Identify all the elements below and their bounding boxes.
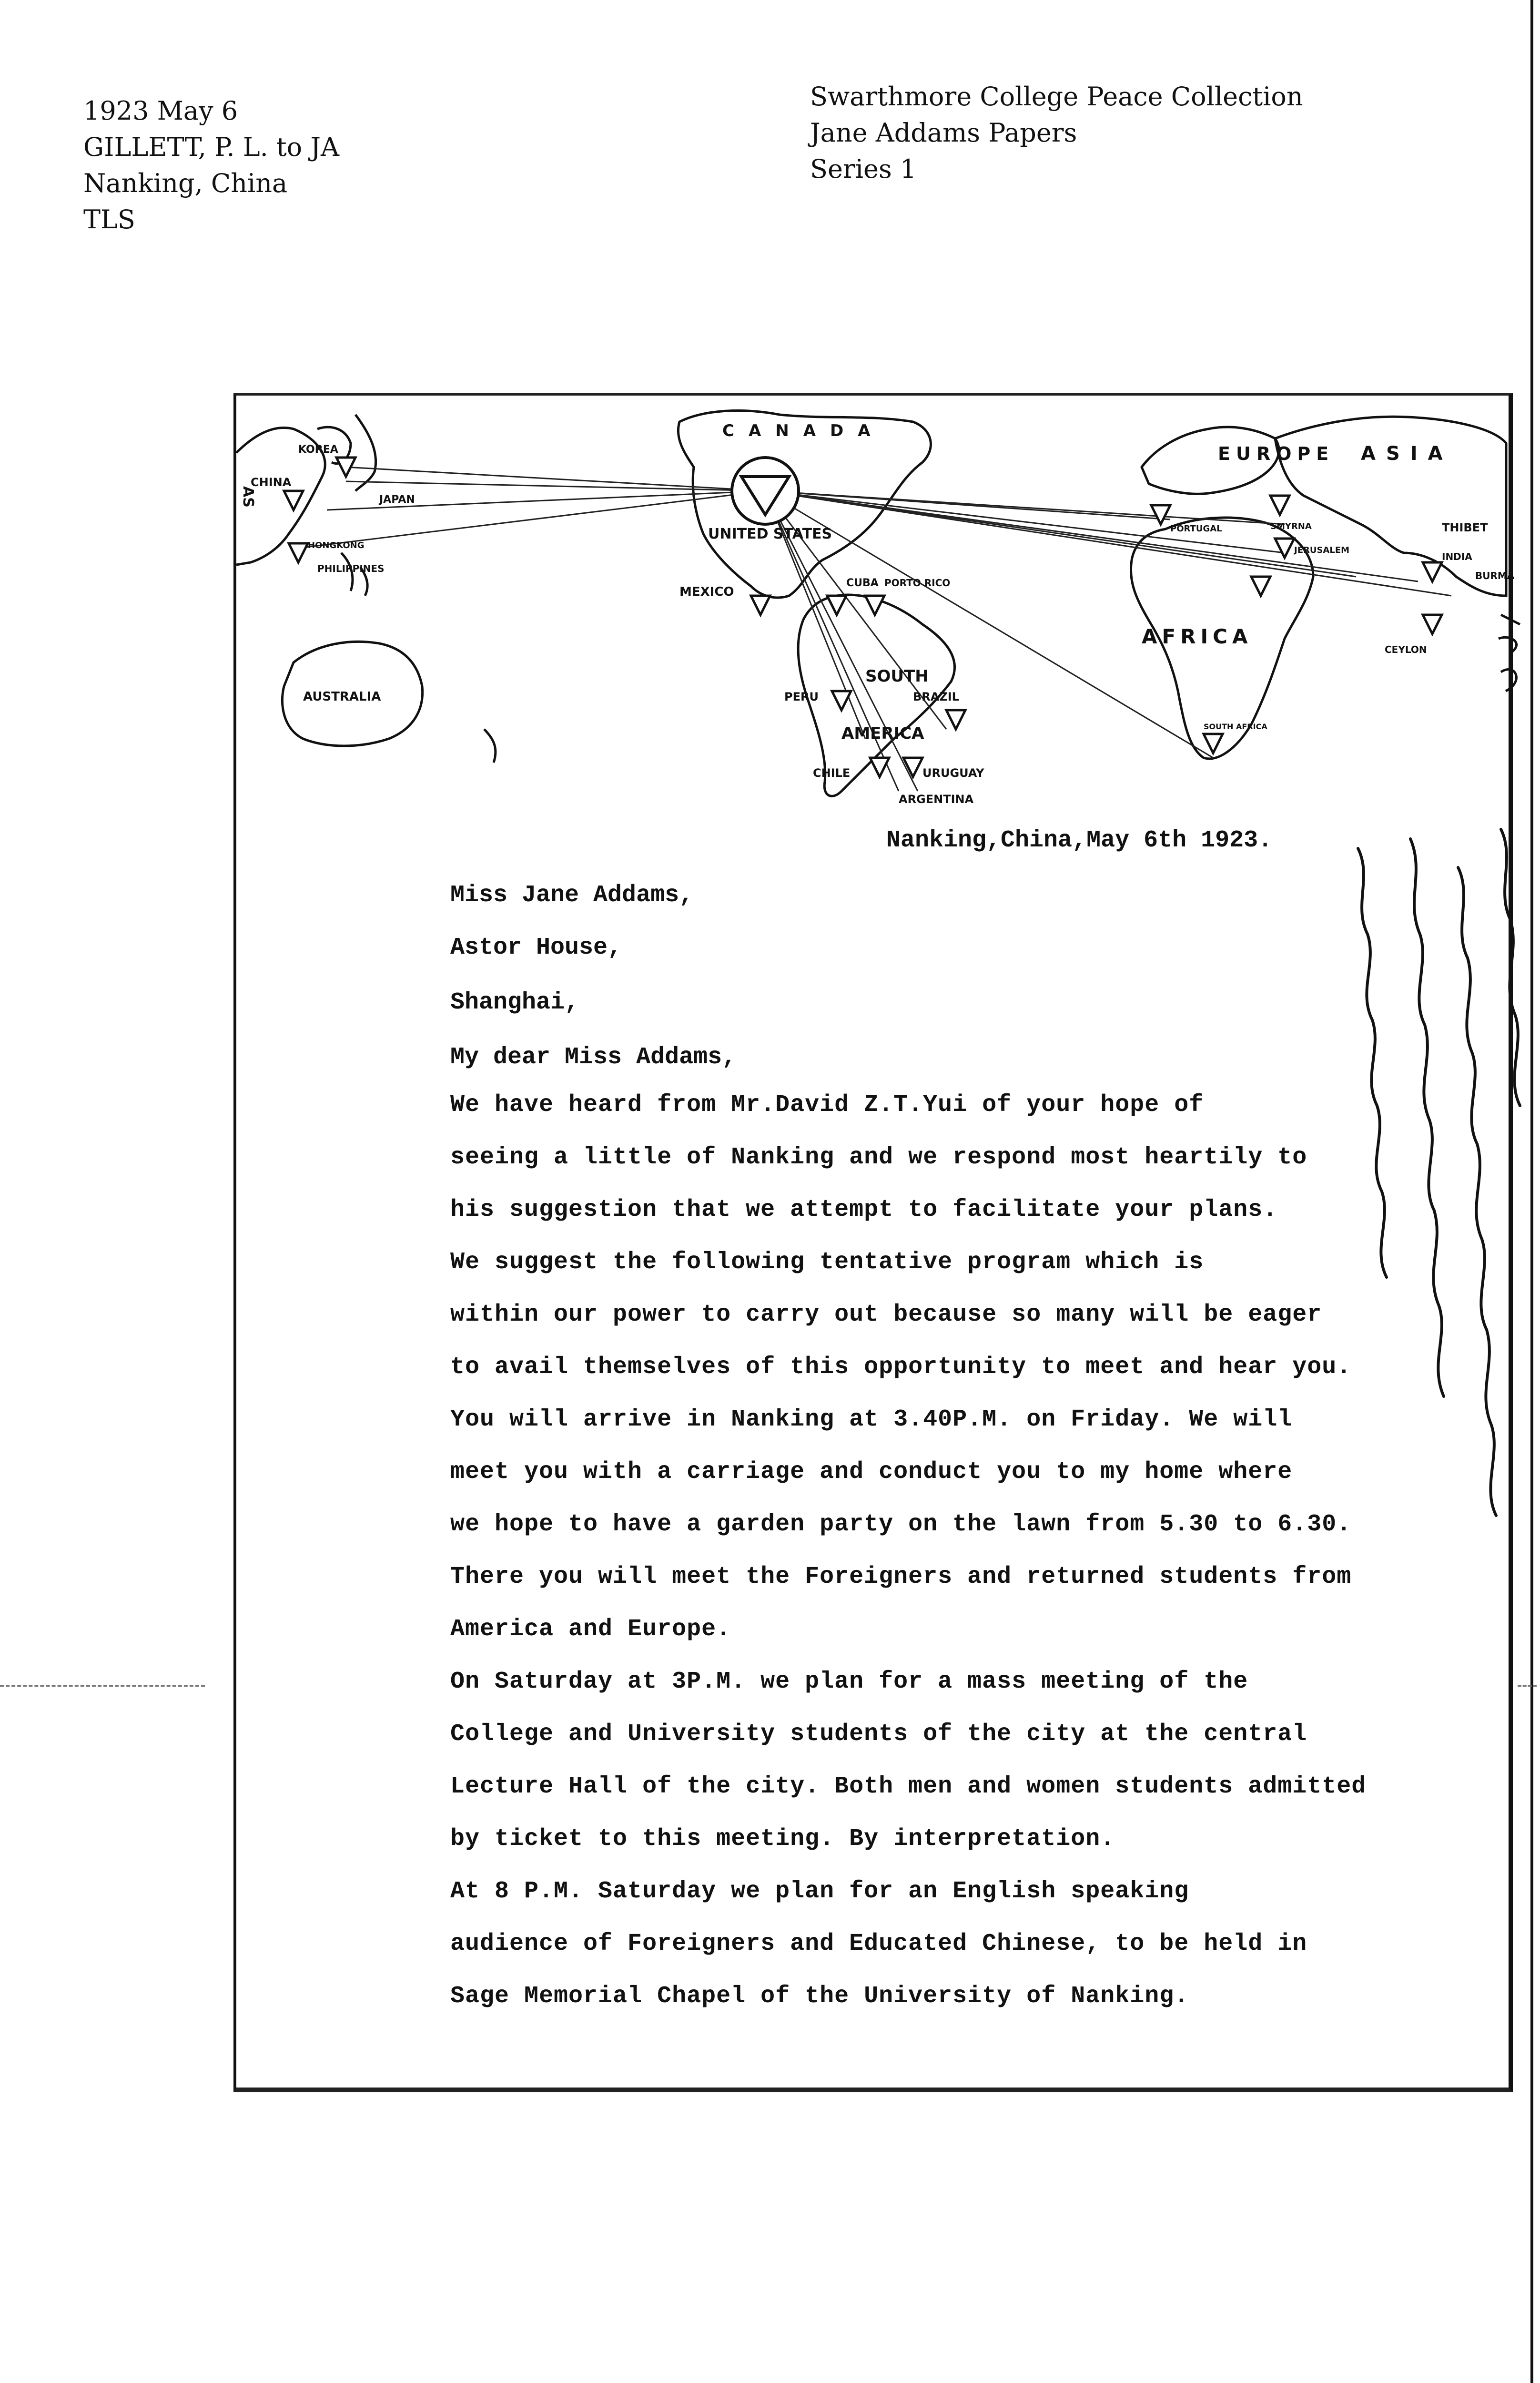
triangle-marker-cuba — [827, 596, 846, 615]
map-label-australia: AUSTRALIA — [303, 690, 381, 704]
triangle-marker-south-africa — [1204, 734, 1223, 753]
letter-line-10: There you will meet the Foreigners and returned students from — [450, 1563, 1352, 1590]
map-label-china: CHINA — [251, 476, 292, 489]
letter-line-14: Lecture Hall of the city. Both men and women students admitted — [450, 1773, 1367, 1800]
scan-dash-left — [0, 1685, 205, 1687]
meta-place: Nanking, China — [83, 168, 288, 198]
letter-line-8: meet you with a carriage and conduct you to my home where — [450, 1458, 1293, 1486]
triangle-marker-portugal — [1151, 505, 1170, 524]
triangle-marker-jerusalem — [1275, 539, 1294, 558]
triangle-marker-brazil — [946, 710, 965, 729]
archive-meta-right — [810, 79, 1303, 187]
letter-line-15: by ticket to this meeting. By interpretation. — [450, 1825, 1115, 1853]
letter-line-18: Sage Memorial Chapel of the University of Nanking. — [450, 1983, 1189, 2010]
philippines-outline — [341, 553, 367, 596]
map-label-america: AMERICA — [841, 724, 924, 743]
triangle-marker-china — [284, 491, 303, 510]
map-label-smyrna: SMYRNA — [1270, 521, 1312, 531]
new-zealand-outline — [484, 729, 496, 763]
triangle-marker-mexico — [751, 596, 770, 615]
map-label-uruguay: URUGUAY — [922, 766, 984, 780]
map-label-chile: CHILE — [813, 766, 851, 780]
map-label-japan: JAPAN — [379, 494, 415, 506]
scan-edge-rule — [1530, 0, 1533, 2383]
map-label-south-africa: SOUTH AFRICA — [1204, 722, 1267, 731]
meta-collection: Swarthmore College Peace Collection — [810, 81, 1303, 112]
side-archive-mark — [1491, 605, 1534, 701]
map-label-peru: PERU — [784, 690, 819, 703]
map-label-africa: AFRICA — [1142, 625, 1253, 648]
triangle-marker-porto-rico — [865, 596, 884, 615]
scan-dash-right — [1518, 1685, 1537, 1687]
triangle-marker-africa — [1251, 577, 1270, 596]
letterhead-world-map — [236, 396, 1515, 820]
map-label-europe: EUROPE — [1218, 443, 1335, 464]
triangle-marker-smyrna — [1270, 496, 1289, 515]
map-label-porto-rico: PORTO RICO — [884, 577, 951, 589]
map-label-argentina: ARGENTINA — [899, 793, 974, 806]
meta-type: TLS — [83, 204, 135, 234]
letter-line-16: At 8 P.M. Saturday we plan for an English speaking — [450, 1878, 1189, 1905]
map-label-asia: ASIA — [1361, 443, 1453, 465]
world-map-svg — [236, 396, 1515, 820]
map-label-cuba: CUBA — [846, 577, 879, 589]
map-label-ceylon: CEYLON — [1385, 644, 1427, 655]
letter-line-7: You will arrive in Nanking at 3.40P.M. on Friday. We will — [450, 1406, 1293, 1433]
map-label-south: SOUTH — [865, 667, 929, 686]
letter-line-4: We suggest the following tentative program which is — [450, 1249, 1204, 1276]
address-line-name: Miss Jane Addams, — [450, 882, 694, 909]
map-label-philippines: PHILIPPINES — [317, 563, 385, 574]
map-label-asia-edge: AS — [240, 486, 256, 508]
letter-line-2: seeing a little of Nanking and we respond most heartily to — [450, 1144, 1307, 1171]
letter-line-12: On Saturday at 3P.M. we plan for a mass meeting of the — [450, 1668, 1248, 1695]
map-label-thibet: THIBET — [1442, 521, 1488, 534]
japan-outline — [355, 415, 376, 491]
triangle-marker-hongkong — [289, 543, 308, 562]
letter-line-6: to avail themselves of this opportunity to meet and hear you. — [450, 1354, 1352, 1381]
map-label-united-states: UNITED STATES — [708, 526, 832, 542]
map-label-hongkong: HONGKONG — [308, 540, 365, 550]
handwriting-scribble — [1329, 820, 1530, 1582]
handwritten-margin-note — [1329, 820, 1530, 1582]
archive-meta-left — [83, 93, 339, 238]
letter-line-13: College and University students of the city at the central — [450, 1721, 1307, 1748]
triangle-marker-india — [1423, 562, 1442, 581]
hub-triangle-icon — [732, 458, 799, 524]
triangle-marker-ceylon — [1423, 615, 1442, 634]
meta-correspondents: GILLETT, P. L. to JA — [83, 132, 339, 162]
letter-salutation: My dear Miss Addams, — [450, 1044, 737, 1071]
map-label-india: INDIA — [1442, 551, 1472, 562]
map-label-burma: BURMA — [1475, 570, 1515, 581]
letter-line-1: We have heard from Mr.David Z.T.Yui of your hope of — [450, 1091, 1204, 1119]
map-label-jerusalem: JERUSALEM — [1294, 545, 1350, 555]
letter-line-3: his suggestion that we attempt to facilitate your plans. — [450, 1196, 1278, 1223]
meta-date: 1923 May 6 — [83, 96, 238, 126]
letter-line-17: audience of Foreigners and Educated Chinese, to be held in — [450, 1930, 1307, 1957]
letter-line-11: America and Europe. — [450, 1616, 731, 1643]
letter-line-5: within our power to carry out because so many will be eager — [450, 1301, 1322, 1328]
letter-dateline: Nanking,China,May 6th 1923. — [886, 827, 1273, 854]
map-label-korea: KOREA — [298, 444, 338, 456]
address-line-city: Shanghai, — [450, 989, 579, 1016]
meta-papers: Jane Addams Papers — [810, 118, 1077, 148]
letter-line-9: we hope to have a garden party on the lawn from 5.30 to 6.30. — [450, 1511, 1352, 1538]
address-line-hotel: Astor House, — [450, 934, 622, 961]
triangle-marker-peru — [832, 691, 851, 710]
meta-series: Series 1 — [810, 154, 917, 184]
map-label-canada: CANADA — [722, 421, 885, 440]
triangle-marker-chile — [870, 758, 889, 777]
map-label-brazil: BRAZIL — [913, 690, 959, 703]
map-label-mexico: MEXICO — [679, 585, 734, 599]
map-label-portugal: PORTUGAL — [1170, 524, 1222, 534]
